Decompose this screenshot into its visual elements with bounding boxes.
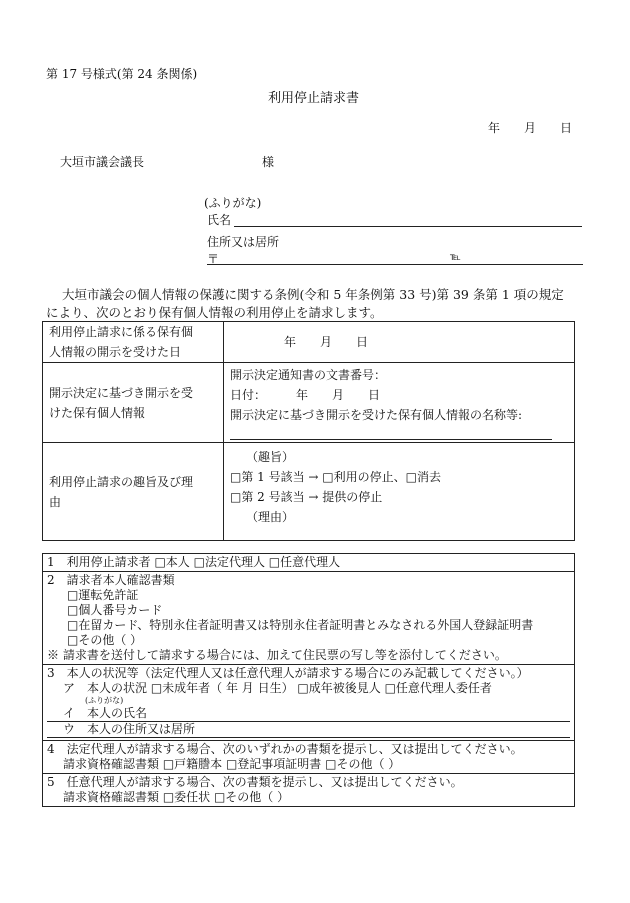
id-doc-option[interactable]: □在留カード、特別永住者証明書又は特別永住者証明書とみなされる外国人登録証明書	[67, 618, 534, 632]
disclosed-info-value[interactable]	[224, 363, 575, 443]
purpose-reason-label: 利用停止請求の趣旨及び理 由	[43, 443, 224, 541]
disclosure-date-value[interactable]: 年 月 日	[224, 322, 575, 363]
purpose-option-1[interactable]: □第 1 号該当 → □利用の停止、□消去	[230, 470, 441, 484]
section-4-row	[43, 741, 575, 774]
section-3-principal-status[interactable]: 3 本人の状況等（法定代理人又は任意代理人が請求する場合にのみ記載してください。） ア 本人の状況 □未成年者（ 年 月 日生） □成年被後見人 □任意代理人委任者 (ふりがな) イ 本人の氏名 ウ 本人の住所又は居所	[43, 665, 575, 741]
page-title: 利用停止請求書	[268, 91, 360, 106]
request-detail-table	[42, 321, 575, 541]
section-5-row	[43, 774, 575, 807]
principal-name-field[interactable]: イ 本人の氏名	[47, 706, 570, 722]
date-line: 年 月 日	[488, 121, 573, 135]
id-doc-option[interactable]: □個人番号カード	[67, 603, 163, 617]
name-label: 氏名	[207, 213, 232, 227]
section-1-row	[43, 554, 575, 572]
section-2-row	[43, 572, 575, 665]
disclosed-info-label: 開示決定に基づき開示を受 けた保有個人情報	[43, 363, 224, 443]
reason-heading: （理由）	[246, 510, 295, 524]
section-4-legal-agent-docs[interactable]: 4 法定代理人が請求する場合、次のいずれかの書類を提示し、又は提出してください。 請求資格確認書類 □戸籍謄本 □登記事項証明書 □その他（ ）	[43, 741, 575, 774]
id-doc-option[interactable]: □運転免許証	[67, 588, 139, 602]
mail-note: ※ 請求書を送付して請求する場合には、加えて住民票の写し等を添付してください。	[47, 648, 507, 662]
section-5-voluntary-agent-docs[interactable]: 5 任意代理人が請求する場合、次の書類を提示し、又は提出してください。 請求資格確認書類 □委任状 □その他（ ）	[43, 774, 575, 807]
principal-furigana-label: (ふりがな)	[85, 696, 124, 705]
form-number: 第 17 号様式(第 24 条関係)	[46, 67, 198, 81]
doc-number-field[interactable]: 開示決定通知書の文書番号：	[230, 368, 387, 382]
intro-line-2: により、次のとおり保有個人情報の利用停止を請求します。	[46, 305, 383, 320]
furigana-label: (ふりがな)	[204, 196, 262, 210]
doc-date-field[interactable]: 日付： 年 月 日	[230, 388, 381, 402]
tel-mark: ℡	[450, 252, 461, 263]
name-field[interactable]	[234, 226, 582, 227]
disclosed-info-row	[43, 363, 575, 443]
purpose-reason-value[interactable]	[224, 443, 575, 541]
principal-status-options[interactable]: ア 本人の状況 □未成年者（ 年 月 日生） □成年被後見人 □任意代理人委任者	[63, 681, 492, 695]
disclosure-date-label: 利用停止請求に係る保有個 人情報の開示を受けた日	[43, 322, 224, 363]
section-2-identity-docs[interactable]: 2 請求者本人確認書類 □運転免許証 □個人番号カード □在留カード、特別永住者証明書又は特別永住者証明書とみなされる外国人登録証明書 □その他（ ） ※ 請求書を送付して請求する場合には、加えて住民票の写し等を添付してください。	[43, 572, 575, 665]
addressee-name: 大垣市議会議長	[60, 155, 145, 169]
requester-info-table	[42, 553, 575, 807]
purpose-option-2[interactable]: □第 2 号該当 → 提供の停止	[230, 490, 383, 504]
disclosure-date-row	[43, 322, 575, 363]
purpose-reason-row	[43, 443, 575, 541]
address-label: 住所又は居所	[207, 235, 280, 249]
intro-line-1: 大垣市議会の個人情報の保護に関する条例(令和 5 年条例第 33 号)第 39 条第 1 項の規定	[62, 287, 564, 302]
info-name-field[interactable]: 開示決定に基づき開示を受けた保有個人情報の名称等:	[230, 408, 523, 422]
address-field[interactable]	[207, 264, 583, 265]
addressee-honorific: 様	[262, 155, 275, 169]
principal-address-field[interactable]: ウ 本人の住所又は居所	[47, 722, 570, 738]
section-1-requester-type[interactable]: 1 利用停止請求者 □本人 □法定代理人 □任意代理人	[43, 554, 575, 572]
purpose-heading: （趣旨）	[246, 450, 295, 464]
postal-mark: 〒	[207, 252, 220, 266]
info-name-underline	[230, 439, 552, 440]
id-doc-option[interactable]: □その他（ ）	[67, 633, 143, 647]
section-3-row	[43, 665, 575, 741]
